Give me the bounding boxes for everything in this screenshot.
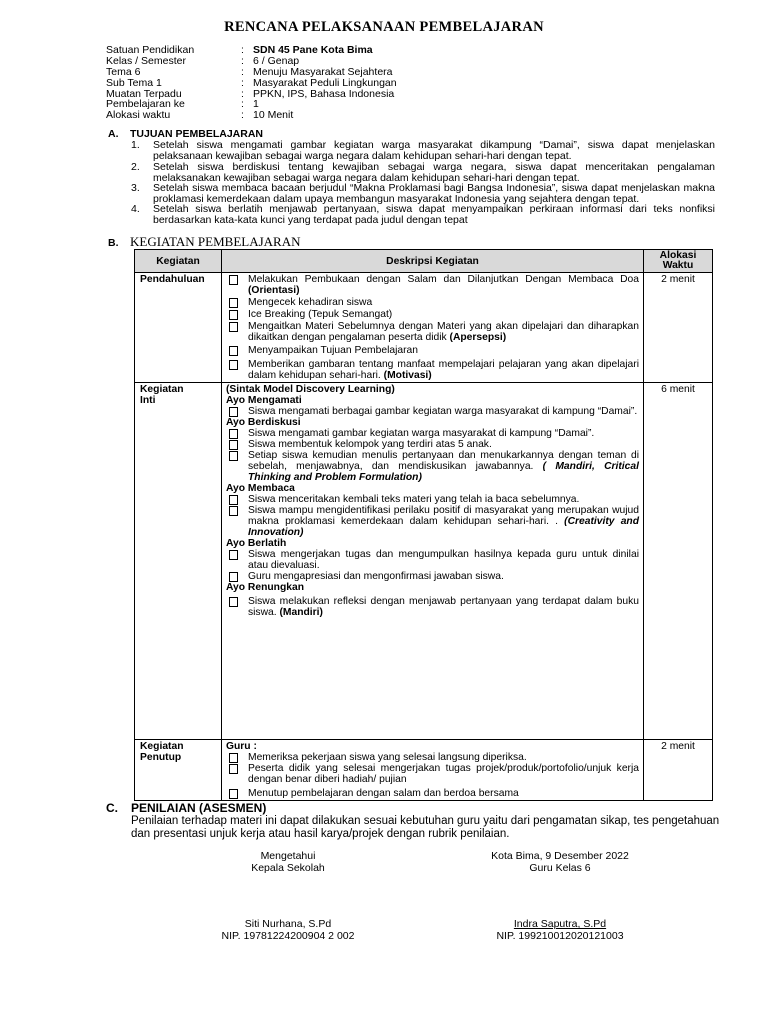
identity-colon: : <box>241 98 244 110</box>
item-emphasis: (Motivasi) <box>383 370 432 381</box>
signature-role: Kepala Sekolah <box>251 862 325 875</box>
table-header-row <box>135 250 713 273</box>
table-row-inti <box>135 383 713 740</box>
section-title: TUJUAN PEMBELAJARAN <box>130 128 264 140</box>
item-text: Setiap siswa kemudian menulis pertanyaan dan menukarkannya dengan teman di sebelah, menjawabnya, dan mendiskusikan jawabannya. <box>248 450 639 472</box>
signature-name: Siti Nurhana, S.Pd <box>244 918 332 931</box>
item-text: Menutup pembelajaran dengan salam dan berdoa bersama <box>248 788 519 799</box>
header-alokasi: Alokasi Waktu <box>644 250 713 273</box>
table-row-pendahuluan <box>135 273 713 383</box>
checkbox-icon <box>229 789 238 799</box>
document-title: RENCANA PELAKSANAAN PEMBELAJARAN <box>224 19 544 35</box>
time-allocation: 6 menit <box>644 383 713 740</box>
list-item <box>226 428 639 439</box>
signature-nip: NIP. 199210012020121003 <box>496 930 624 943</box>
list-item <box>226 752 639 763</box>
item-emphasis: (Mandiri) <box>279 607 323 618</box>
item-text: Siswa mengamati gambar kegiatan warga masyarakat di kampung “Damai”. <box>248 428 595 439</box>
goal-number: 4. <box>131 203 140 215</box>
checkbox-icon <box>229 275 238 285</box>
list-item <box>226 505 639 538</box>
section-c-heading <box>106 802 266 815</box>
checkbox-icon <box>229 506 238 516</box>
checkbox-icon <box>229 346 238 356</box>
identity-colon: : <box>241 55 244 67</box>
section-letter: A. <box>108 128 119 140</box>
signature-name: Indra Saputra, S.Pd <box>513 918 607 931</box>
checkbox-icon <box>229 753 238 763</box>
goal-item <box>131 183 715 205</box>
list-item <box>226 763 639 785</box>
identity-value: SDN 45 Pane Kota Bima <box>253 44 373 56</box>
goal-number: 1. <box>131 139 140 151</box>
identity-value: 10 Menit <box>253 109 294 121</box>
phase-label-line: Kegiatan <box>140 384 184 395</box>
phase-label <box>135 740 222 801</box>
section-title: KEGIATAN PEMBELAJARAN <box>130 234 301 249</box>
checkbox-icon <box>229 572 238 582</box>
item-text: Siswa menceritakan kembali teks materi yang telah ia baca sebelumnya. <box>248 494 580 505</box>
goal-item <box>131 140 715 162</box>
list-item <box>226 297 639 308</box>
item-text: Siswa melakukan refleksi dengan menjawab pertanyaan yang terdapat dalam buku siswa. <box>248 596 639 618</box>
identity-colon: : <box>241 44 244 56</box>
signature-role: Guru Kelas 6 <box>529 862 591 875</box>
signature-left <box>178 851 398 942</box>
time-allocation: 2 menit <box>644 273 713 383</box>
item-text: Siswa membentuk kelompok yang terdiri atas 5 anak. <box>248 439 492 450</box>
item-text: Memeriksa pekerjaan siswa yang selesai langsung diperiksa. <box>248 752 527 763</box>
phase-label <box>135 383 222 740</box>
identity-row <box>106 99 666 110</box>
item-text: Memberikan gambaran tentang manfaat mempelajari pelajaran yang akan dipelajari dalam kehidupan sehari-hari. <box>248 359 639 381</box>
item-text: Siswa mengamati berbagai gambar kegiatan warga masyarakat di kampung “Damai”. <box>248 406 638 417</box>
item-text: Guru mengapresiasi dan mengonfirmasi jawaban siswa. <box>248 571 504 582</box>
checkbox-icon <box>229 360 238 370</box>
checkbox-icon <box>229 298 238 308</box>
list-item <box>226 788 639 799</box>
list-item <box>226 571 639 582</box>
section-b-heading <box>108 235 301 249</box>
goal-text: Setelah siswa membaca bacaan berjudul “Makna Proklamasi bagi Bangsa Indonesia”, siswa dapat menjelaskan makna proklamasi kemerdekaan dalam upaya membangun masyarakat Indonesia yang sejahtera dengan tepat. <box>153 182 715 205</box>
goal-item <box>131 162 715 184</box>
model-label: (Sintak Model Discovery Learning) <box>226 384 395 395</box>
identity-label: Sub Tema 1 <box>106 77 162 89</box>
list-item <box>226 359 639 381</box>
list-item <box>226 549 639 571</box>
goal-text: Setelah siswa berdiskusi tentang kewajiban sebagai warga negara, siswa dapat menceritakan pengalaman melaksanakan kewajiban sebagai warga negara dalam kehidupan sehari-hari dengan tepat. <box>153 161 715 184</box>
identity-label: Pembelajaran ke <box>106 98 185 110</box>
list-item <box>226 309 639 320</box>
checkbox-icon <box>229 451 238 461</box>
list-item <box>226 494 639 505</box>
section-letter: B. <box>108 237 119 249</box>
list-item <box>226 321 639 343</box>
identity-colon: : <box>241 88 244 100</box>
item-text: Melakukan Pembukaan dengan Salam dan Dilanjutkan Dengan Membaca Doa <box>248 274 639 285</box>
checkbox-icon <box>229 495 238 505</box>
description-cell <box>222 273 644 383</box>
identity-value: Masyarakat Peduli Lingkungan <box>253 77 397 89</box>
header-kegiatan: Kegiatan <box>135 250 222 273</box>
subheading-membaca: Ayo Membaca <box>226 483 295 494</box>
checkbox-icon <box>229 322 238 332</box>
goal-item <box>131 204 715 226</box>
identity-value: Menuju Masyarakat Sejahtera <box>253 66 393 78</box>
subheading-renungkan: Ayo Renungkan <box>226 582 304 593</box>
identity-label: Tema 6 <box>106 66 141 78</box>
phase-label: Pendahuluan <box>135 273 222 383</box>
section-letter: C. <box>106 801 118 815</box>
description-cell <box>222 740 644 801</box>
identity-colon: : <box>241 66 244 78</box>
item-emphasis: (Creativity and Innovation) <box>248 516 639 538</box>
item-emphasis: ( Mandiri, Critical Thinking and Problem Formulation) <box>248 461 639 483</box>
identity-colon: : <box>241 109 244 121</box>
identity-label: Kelas / Semester <box>106 55 186 67</box>
item-text: Peserta didik yang selesai mengerjakan tugas projek/produk/portofolio/unjuk kerja dengan benar diberi hadiah/ pujian <box>248 763 639 785</box>
phase-label-line: Penutup <box>140 752 182 763</box>
time-allocation: 2 menit <box>644 740 713 801</box>
identity-colon: : <box>241 77 244 89</box>
checkbox-icon <box>229 440 238 450</box>
description-cell <box>222 383 644 740</box>
signature-line: Mengetahui <box>260 850 316 862</box>
goal-number: 2. <box>131 161 140 173</box>
list-item <box>226 450 639 483</box>
goal-text: Setelah siswa berlatih menjawab pertanyaan, siswa dapat menyampaikan perkiraan informasi dari teks nonfiksi berdasarkan kata-kata kunci yang terdapat pada judul dengan tepat <box>153 203 715 226</box>
identity-value: 6 / Genap <box>253 55 300 67</box>
phase-label-line: Inti <box>140 395 156 406</box>
header-deskripsi: Deskripsi Kegiatan <box>222 250 644 273</box>
identity-label: Satuan Pendidikan <box>106 44 195 56</box>
identity-label: Muatan Terpadu <box>106 88 182 100</box>
checkbox-icon <box>229 407 238 417</box>
checkbox-icon <box>229 764 238 774</box>
checkbox-icon <box>229 429 238 439</box>
checkbox-icon <box>229 550 238 560</box>
assessment-text: Penilaian terhadap materi ini dapat dilakukan sesuai kebutuhan guru yaitu dari pengamatan sikap, tes pengetahuan dan presentasi unjuk kerja atau hasil karya/projek dengan rubrik penilaian. <box>131 815 720 840</box>
checkbox-icon <box>229 310 238 320</box>
item-text: Siswa mampu mengidentifikasi perilaku positif di masyarakat yang merupakan wujud makna proklamasi kemerdekaan dalam kehidupan sehari-hari. . <box>248 505 639 527</box>
activities-table <box>134 249 713 801</box>
list-item <box>226 596 639 618</box>
list-item <box>226 406 639 417</box>
subheading-berlatih: Ayo Berlatih <box>226 538 287 549</box>
checkbox-icon <box>229 597 238 607</box>
signature-nip: NIP. 19781224200904 2 002 <box>221 930 355 943</box>
item-text: Siswa mengerjakan tugas dan mengumpulkan hasilnya kepada guru untuk dinilai atau dievaluasi. <box>248 549 639 571</box>
identity-row <box>106 45 666 56</box>
table-row-penutup <box>135 740 713 801</box>
identity-row <box>106 110 666 121</box>
item-text: Ice Breaking (Tepuk Semangat) <box>248 309 393 320</box>
subheading-berdiskusi: Ayo Berdiskusi <box>226 417 301 428</box>
identity-value: PPKN, IPS, Bahasa Indonesia <box>253 88 395 100</box>
item-text: Menyampaikan Tujuan Pembelajaran <box>248 345 418 356</box>
subheading-mengamati: Ayo Mengamati <box>226 395 302 406</box>
lead-label: Guru : <box>226 741 257 752</box>
list-item <box>226 274 639 296</box>
signature-place-date: Kota Bima, 9 Desember 2022 <box>491 850 629 862</box>
signature-right <box>450 851 670 942</box>
item-emphasis: (Orientasi) <box>248 285 300 296</box>
list-item <box>226 345 639 356</box>
goal-text: Setelah siswa mengamati gambar kegiatan warga masyarakat dikampung “Damai”, siswa dapat menjelaskan pelaksanaan kewajiban sebagai warga negara dalam kehidupan sehari-hari dengan tepat. <box>153 139 715 162</box>
phase-label-line: Kegiatan <box>140 741 184 752</box>
section-title: PENILAIAN (ASESMEN) <box>131 801 267 815</box>
list-item <box>226 439 639 450</box>
item-text: Mengecek kehadiran siswa <box>248 297 373 308</box>
identity-label: Alokasi waktu <box>106 109 171 121</box>
item-text: Mengaitkan Materi Sebelumnya dengan Materi yang akan dipelajari dan diharapkan dikaitkan dengan pengalaman peserta didik <box>248 321 639 343</box>
goal-number: 3. <box>131 182 140 194</box>
identity-value: 1 <box>253 98 259 110</box>
item-emphasis: (Apersepsi) <box>449 332 507 343</box>
